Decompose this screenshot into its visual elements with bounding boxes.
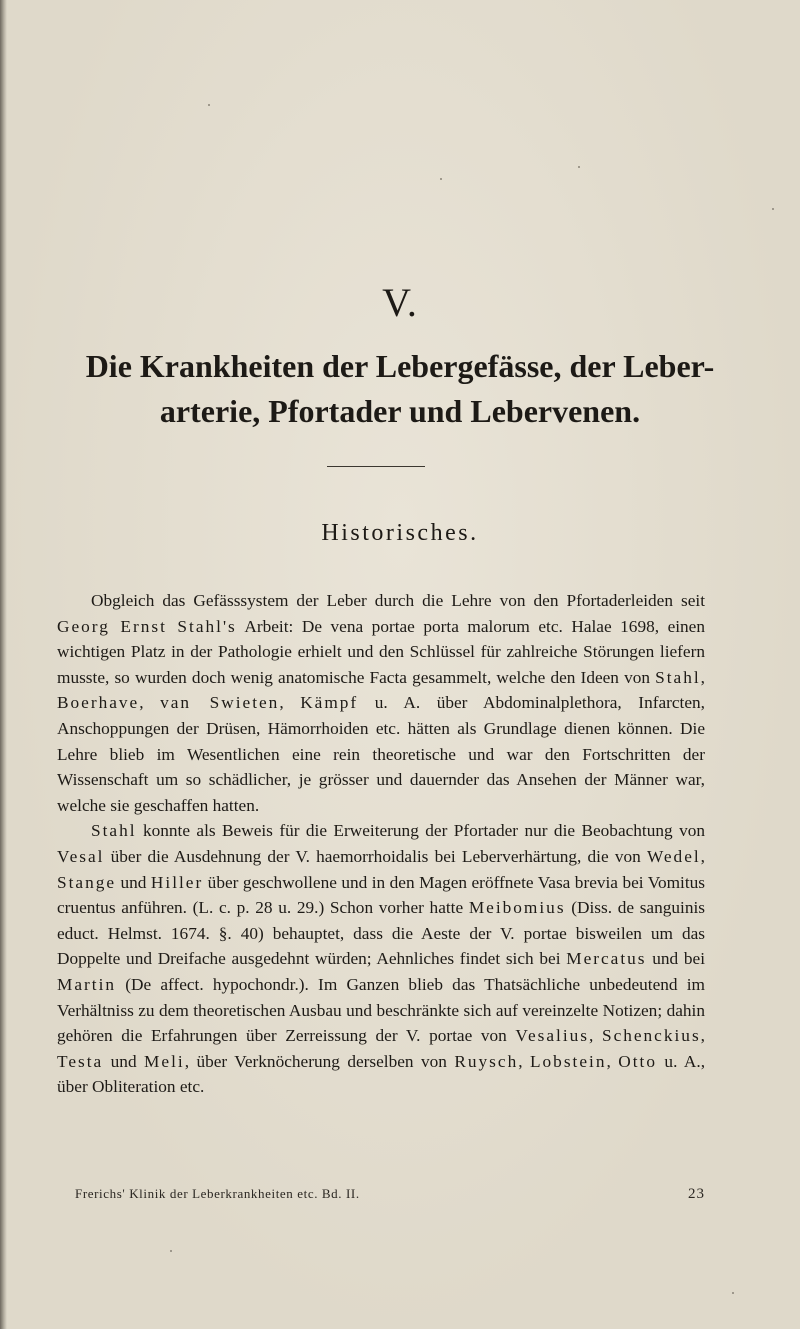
author-name: Ruysch (454, 1051, 519, 1071)
author-name: Stahl (91, 821, 137, 841)
page-number: 23 (688, 1186, 705, 1202)
paper-speck (208, 104, 210, 106)
text-run: , (518, 1051, 530, 1071)
chapter-title-line-1: Die Krankheiten der Lebergefässe, der Leber- (85, 348, 715, 384)
body-text (57, 588, 705, 1100)
text-run: , (606, 1051, 619, 1071)
text-run: Obgleich das Gefässsystem der Leber durch die Lehre von den Pfortaderleiden seit (91, 591, 705, 610)
text-run: und (103, 1051, 145, 1071)
chapter-title (0, 344, 800, 434)
author-name: Georg Ernst Stahl's (57, 616, 237, 636)
author-name: Hiller (150, 872, 204, 892)
author-name: Lobstein (529, 1051, 607, 1071)
chapter-number: V. (382, 280, 418, 325)
author-name: van Swieten (160, 693, 280, 713)
author-name: Stange (57, 872, 117, 892)
text-run: , über Verknöcherung derselben von (184, 1051, 455, 1071)
text-run: , (700, 667, 705, 687)
text-run: über geschwollene und in den Magen eröffnete Vasa brevia bei Vomitus cruentus anführen. (L. c. p. 28 u. 29.) Schon vorher hatte (57, 872, 706, 918)
author-name: Vesalius (515, 1026, 590, 1046)
text-run: (Diss. de sanguinis educt. Helmst. 1674. §. 40) behauptet, dass die Aeste der V. portae bisweilen um das Doppelte und Dreifache ausgedehnt würden; Aehnliches findet sich bei (57, 898, 705, 969)
chapter-title-line-2: arterie, Pfortader und Lebervenen. (159, 393, 641, 429)
text-run: und (116, 872, 151, 892)
section-divider (327, 466, 425, 467)
text-run: konnte als Beweis für die Erweiterung der Pfortader nur die Beobachtung von (136, 821, 705, 841)
text-run: u. A. über Abdominalplethora, Infarcten, Anschoppungen der Drüsen, Hämorrhoiden etc. hätten als Grundlage dienen können. Die Lehre blieb im Wesentlichen eine rein theoretische und war den Fortschritten der Wissenschaft um so schädlicher, je grösser und dauernder das Ansehen der Männer war, welche sie geschaffen hatten. (57, 693, 705, 815)
author-name: Kämpf (300, 693, 359, 713)
page-binding-edge (0, 0, 7, 1329)
author-name: Testa (57, 1051, 104, 1071)
author-name: Mercatus (566, 949, 647, 969)
text-run: , (589, 1026, 602, 1046)
author-name: Vesal (57, 846, 105, 866)
author-name: Martin (57, 974, 117, 994)
paper-speck (440, 178, 442, 180)
text-run: u. A., über Obliteration etc. (57, 1051, 706, 1097)
text-run: , (700, 1026, 705, 1046)
paper-speck (170, 1250, 172, 1252)
paragraph-2 (57, 818, 705, 1100)
text-run: (De affect. hypochondr.). Im Ganzen blieb das Thatsächliche unbedeutend im Verhältniss zu dem theoretischen Ausbau und beschränkte sich auf vereinzelte Notizen; dahin gehören die Erfahrungen über Zerreissung der V. portae von (57, 974, 705, 1046)
text-run: über die Ausdehnung der V. haemorrhoidalis bei Leberverhärtung, die von (104, 846, 647, 866)
author-name: Meibomius (468, 898, 566, 918)
author-name: Schenckius (601, 1026, 701, 1046)
author-name: Stahl (655, 667, 701, 687)
paper-speck (732, 1292, 734, 1294)
text-run: , (700, 846, 705, 866)
paper-speck (578, 166, 580, 168)
footer-signature: Frerichs' Klinik der Leberkrankheiten etc. Bd. II. (75, 1186, 360, 1201)
text-run: , (139, 693, 161, 713)
text-run: , (279, 693, 301, 713)
page-footer (75, 1186, 705, 1202)
author-name: Meli (144, 1051, 185, 1071)
paragraph-1 (57, 588, 705, 818)
paper-speck (772, 208, 774, 210)
author-name: Boerhave (57, 693, 140, 713)
text-run: Arbeit: De vena portae porta malorum etc. Halae 1698, einen wichtigen Platz in der Pathologie erhielt und den Schlüssel für zahlreiche Störungen liefern musste, so wurden doch wenig anatomische Facta gesammelt, welche den Ideen von (57, 616, 705, 687)
author-name: Otto (618, 1051, 657, 1071)
section-title: Historisches. (321, 520, 479, 546)
text-run: und bei (646, 949, 705, 969)
author-name: Wedel (646, 846, 701, 866)
